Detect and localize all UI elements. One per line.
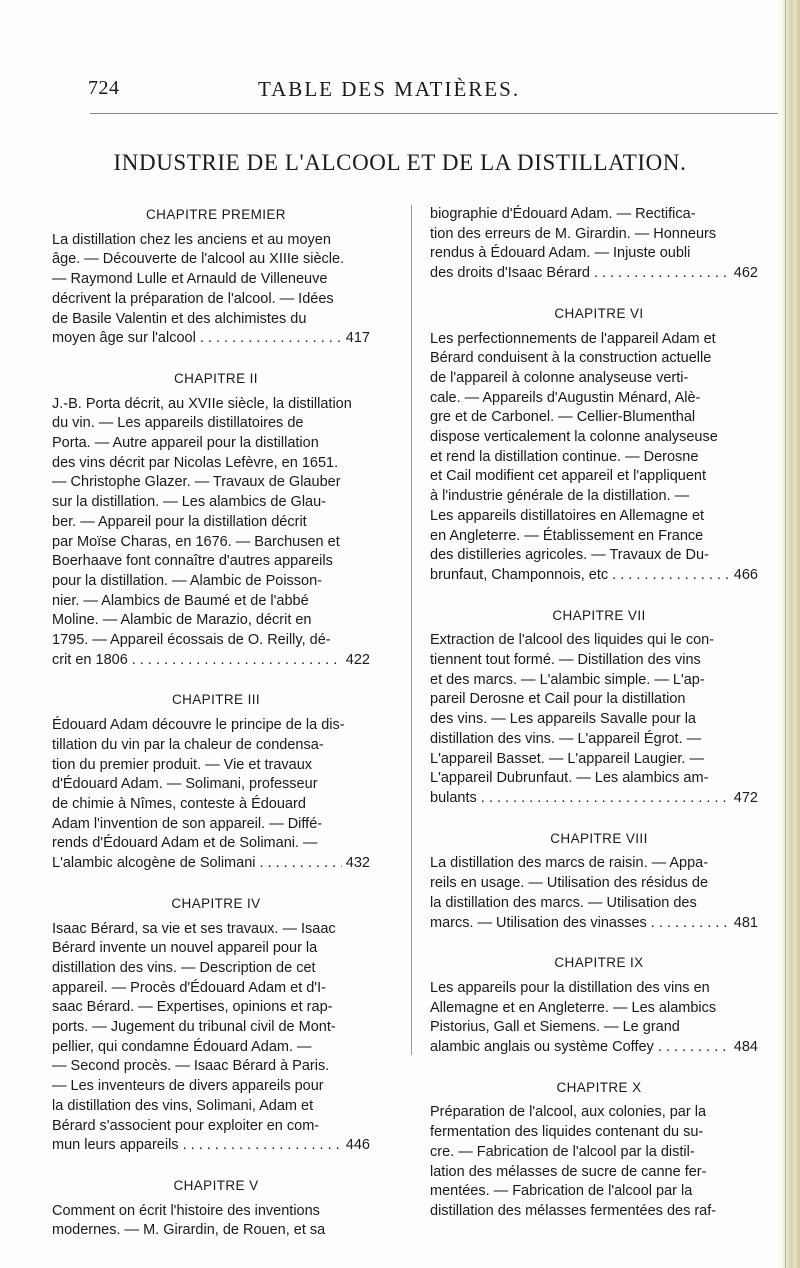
page-reference: 446	[345, 1137, 370, 1154]
chapter-summary	[430, 1103, 758, 1221]
entry-with-page	[430, 264, 758, 284]
summary-line: et des marcs. — L'alambic simple. — L'ap-	[430, 671, 705, 688]
entry-last-line: moyen âge sur l'alcool . . .	[52, 329, 342, 349]
summary-line: Isaac Bérard, sa vie et ses travaux. — Isaac	[52, 920, 336, 937]
summary-line: 1795. — Appareil écossais de O. Reilly, dé-	[52, 632, 331, 649]
summary-line: dispose verticalement la colonne analyseuse	[430, 429, 718, 446]
chapter-entry	[52, 690, 370, 873]
entry-with-page	[52, 651, 370, 671]
chapter-entry	[430, 205, 758, 284]
summary-line: fermentation des liquides contenant du su-	[430, 1124, 704, 1141]
chapter-heading: CHAPITRE III	[171, 692, 261, 708]
running-title: TABLE DES MATIÈRES.	[258, 77, 521, 101]
summary-line: ber. — Appareil pour la distillation décrit	[52, 513, 307, 530]
summary-line: Porta. — Autre appareil pour la distillation	[52, 435, 319, 452]
summary-line: rends d'Édouard Adam et de Solimani. —	[52, 835, 318, 852]
chapter-entry	[52, 369, 370, 671]
summary-line: Bérard invente un nouvel appareil pour la	[52, 940, 318, 957]
summary-line: de Basile Valentin et des alchimistes du	[52, 310, 307, 327]
chapter-summary	[430, 205, 758, 284]
summary-line: Pistorius, Gall et Siemens. — Le grand	[430, 1019, 680, 1036]
summary-line: la distillation des vins, Solimani, Adam et	[52, 1097, 314, 1114]
summary-line: distillation des vins. — L'appareil Égrot. —	[430, 730, 702, 747]
summary-line: Bérard conduisent à la construction actuelle	[430, 350, 712, 367]
summary-line: de chimie à Nîmes, conteste à Édouard	[52, 795, 306, 812]
page-reference: 432	[345, 855, 370, 872]
summary-line: en Angleterre. — Établissement en France	[430, 527, 704, 544]
left-column	[52, 205, 370, 1261]
chapter-entry	[430, 606, 758, 809]
summary-line: — Raymond Lulle et Arnauld de Villeneuve	[52, 271, 328, 288]
summary-line: tillation du vin par la chaleur de condensa-	[52, 736, 324, 753]
page-edge	[780, 0, 800, 1268]
chapter-heading: CHAPITRE IV	[171, 895, 261, 911]
chapter-heading: CHAPITRE VII	[552, 607, 646, 623]
summary-line: Adam l'invention de son appareil. — Diffé-	[52, 815, 323, 832]
summary-line: Préparation de l'alcool, aux colonies, par la	[430, 1104, 707, 1121]
summary-line: La distillation chez les anciens et au moyen	[52, 231, 331, 248]
summary-line: Extraction de l'alcool des liquides qui le con-	[430, 632, 715, 649]
entry-last-line: crit en 1806 . . .	[52, 651, 342, 671]
entry-last-line: L'alambic alcogène de Solimani . . .	[52, 854, 342, 874]
entry-last-line: marcs. — Utilisation des vinasses . . .	[430, 914, 730, 934]
section-title: INDUSTRIE DE L'ALCOOL ET DE LA DISTILLATION.	[113, 150, 687, 175]
summary-line: Les perfectionnements de l'appareil Adam et	[430, 330, 716, 347]
summary-line: d'Édouard Adam. — Solimani, professeur	[52, 776, 318, 793]
page-number: 724	[88, 77, 120, 99]
summary-line: sur la distillation. — Les alambics de Glau-	[52, 494, 327, 511]
entry-last-line: mun leurs appareils . . .	[52, 1136, 342, 1156]
summary-line: tiennent tout formé. — Distillation des vins	[430, 652, 701, 669]
summary-line: Comment on écrit l'histoire des inventions	[52, 1202, 320, 1219]
summary-line: des vins décrit par Nicolas Lefèvre, en 1651.	[52, 454, 339, 471]
summary-line: Boerhaave font connaître d'autres appareils	[52, 553, 333, 570]
summary-line: gre et de Carbonel. — Cellier-Blumenthal	[430, 409, 696, 426]
summary-line: des distilleries agricoles. — Travaux de Du-	[430, 547, 709, 564]
summary-line: Moline. — Alambic de Marazio, décrit en	[52, 612, 312, 629]
page-reference: 481	[733, 914, 758, 931]
summary-line: cale. — Appareils d'Augustin Ménard, Alè-	[430, 389, 701, 406]
chapter-entry	[430, 304, 758, 586]
chapter-summary	[430, 631, 758, 808]
page-reference: 422	[345, 651, 370, 668]
page-reference: 462	[733, 265, 758, 282]
chapter-entry	[430, 953, 758, 1058]
summary-line: âge. — Découverte de l'alcool au XIIIe siècle.	[52, 251, 345, 268]
chapter-entry	[52, 894, 370, 1156]
column-divider	[411, 205, 412, 1055]
chapter-summary	[430, 979, 758, 1058]
summary-line: la distillation des marcs. — Utilisation des	[430, 894, 697, 911]
summary-line: Édouard Adam découvre le principe de la dis-	[52, 717, 345, 734]
page-reference: 466	[733, 566, 758, 583]
summary-line: pareil Derosne et Cail pour la distillation	[430, 691, 686, 708]
entry-with-page	[52, 854, 370, 874]
entry-with-page	[430, 914, 758, 934]
summary-line: du vin. — Les appareils distillatoires de	[52, 415, 304, 432]
header-rule	[90, 113, 778, 114]
summary-line: pour la distillation. — Alambic de Poisson-	[52, 572, 322, 589]
summary-line: Les appareils pour la distillation des vins en	[430, 979, 710, 996]
entry-with-page	[430, 1038, 758, 1058]
entry-with-page	[430, 566, 758, 586]
chapter-heading: CHAPITRE PREMIER	[146, 207, 286, 222]
chapter-heading: CHAPITRE II	[174, 370, 258, 386]
entry-last-line: brunfaut, Champonnois, etc . . .	[430, 566, 730, 586]
summary-line: tion des erreurs de M. Girardin. — Honneurs	[430, 225, 717, 242]
chapter-heading: CHAPITRE VIII	[550, 830, 648, 846]
summary-line: lation des mélasses de sucre de canne fer-	[430, 1163, 707, 1180]
entry-with-page	[52, 329, 370, 349]
page-reference: 417	[345, 330, 370, 347]
summary-line: ports. — Jugement du tribunal civil de Mont-	[52, 1019, 336, 1036]
entry-with-page	[52, 1136, 370, 1156]
summary-line: — Christophe Glazer. — Travaux de Glauber	[52, 474, 341, 491]
chapter-entry	[430, 1078, 758, 1222]
entry-last-line: alambic anglais ou système Coffey . . .	[430, 1038, 730, 1058]
chapter-entry	[52, 1176, 370, 1241]
entry-with-page	[430, 789, 758, 809]
summary-line: de l'appareil à colonne analyseuse verti-	[430, 369, 689, 386]
chapter-summary	[52, 920, 370, 1156]
summary-line: par Moïse Charas, en 1676. — Barchusen et	[52, 533, 340, 550]
summary-line: cre. — Fabrication de l'alcool par la distil-	[430, 1143, 695, 1160]
summary-line: pellier, qui condamne Édouard Adam. —	[52, 1038, 312, 1055]
summary-line: La distillation des marcs de raisin. — Appa-	[430, 855, 709, 872]
chapter-heading: CHAPITRE X	[556, 1079, 642, 1095]
chapter-heading: CHAPITRE VI	[554, 305, 644, 321]
summary-line: à l'industrie générale de la distillation. —	[430, 488, 690, 505]
chapter-entry	[430, 829, 758, 934]
summary-line: tion du premier produit. — Vie et travaux	[52, 756, 313, 773]
chapter-heading: CHAPITRE IX	[554, 955, 644, 971]
summary-line: décrivent la préparation de l'alcool. — Idées	[52, 290, 334, 307]
summary-line: L'appareil Dubrunfaut. — Les alambics am-	[430, 770, 709, 787]
summary-line: modernes. — M. Girardin, de Rouen, et sa	[52, 1222, 326, 1239]
summary-line: appareil. — Procès d'Édouard Adam et d'I-	[52, 979, 326, 996]
summary-line: saac Bérard. — Expertises, opinions et rap-	[52, 999, 333, 1016]
page-reference: 472	[733, 789, 758, 806]
summary-line: et rend la distillation continue. — Derosne	[430, 448, 699, 465]
summary-line: rendus à Édouard Adam. — Injuste oubli	[430, 245, 691, 262]
page-header	[88, 75, 780, 109]
summary-line: Allemagne et en Angleterre. — Les alambics	[430, 999, 717, 1016]
chapter-summary	[430, 330, 758, 586]
summary-line: Les appareils distillatoires en Allemagne et	[430, 507, 705, 524]
summary-line: des vins. — Les appareils Savalle pour la	[430, 711, 696, 728]
summary-line: — Second procès. — Isaac Bérard à Paris.	[52, 1058, 330, 1075]
chapter-summary	[52, 231, 370, 349]
summary-line: — Les inventeurs de divers appareils pour	[52, 1078, 324, 1095]
summary-line: L'appareil Basset. — L'appareil Laugier. —	[430, 750, 704, 767]
summary-line: J.-B. Porta décrit, au XVIIe siècle, la distillation	[52, 395, 352, 412]
summary-line: et Cail modifient cet appareil et l'appliquent	[430, 468, 707, 485]
entry-last-line: des droits d'Isaac Bérard . . .	[430, 264, 730, 284]
chapter-entry	[52, 205, 370, 349]
chapter-summary	[430, 854, 758, 933]
chapter-summary	[52, 1202, 370, 1241]
summary-line: distillation des vins. — Description de cet	[52, 959, 316, 976]
summary-line: nier. — Alambics de Baumé et de l'abbé	[52, 592, 309, 609]
summary-line: reils en usage. — Utilisation des résidus de	[430, 875, 709, 892]
chapter-summary	[52, 716, 370, 874]
entry-last-line: bulants . . .	[430, 789, 730, 809]
summary-line: mentées. — Fabrication de l'alcool par la	[430, 1183, 693, 1200]
chapter-heading: CHAPITRE V	[173, 1177, 259, 1193]
right-column	[430, 205, 758, 1242]
chapter-summary	[52, 395, 370, 671]
summary-line: Bérard s'associent pour exploiter en com-	[52, 1117, 320, 1134]
summary-line: distillation des mélasses fermentées des raf-	[430, 1202, 717, 1219]
page-reference: 484	[733, 1039, 758, 1056]
summary-line: biographie d'Édouard Adam. — Rectifica-	[430, 206, 696, 222]
